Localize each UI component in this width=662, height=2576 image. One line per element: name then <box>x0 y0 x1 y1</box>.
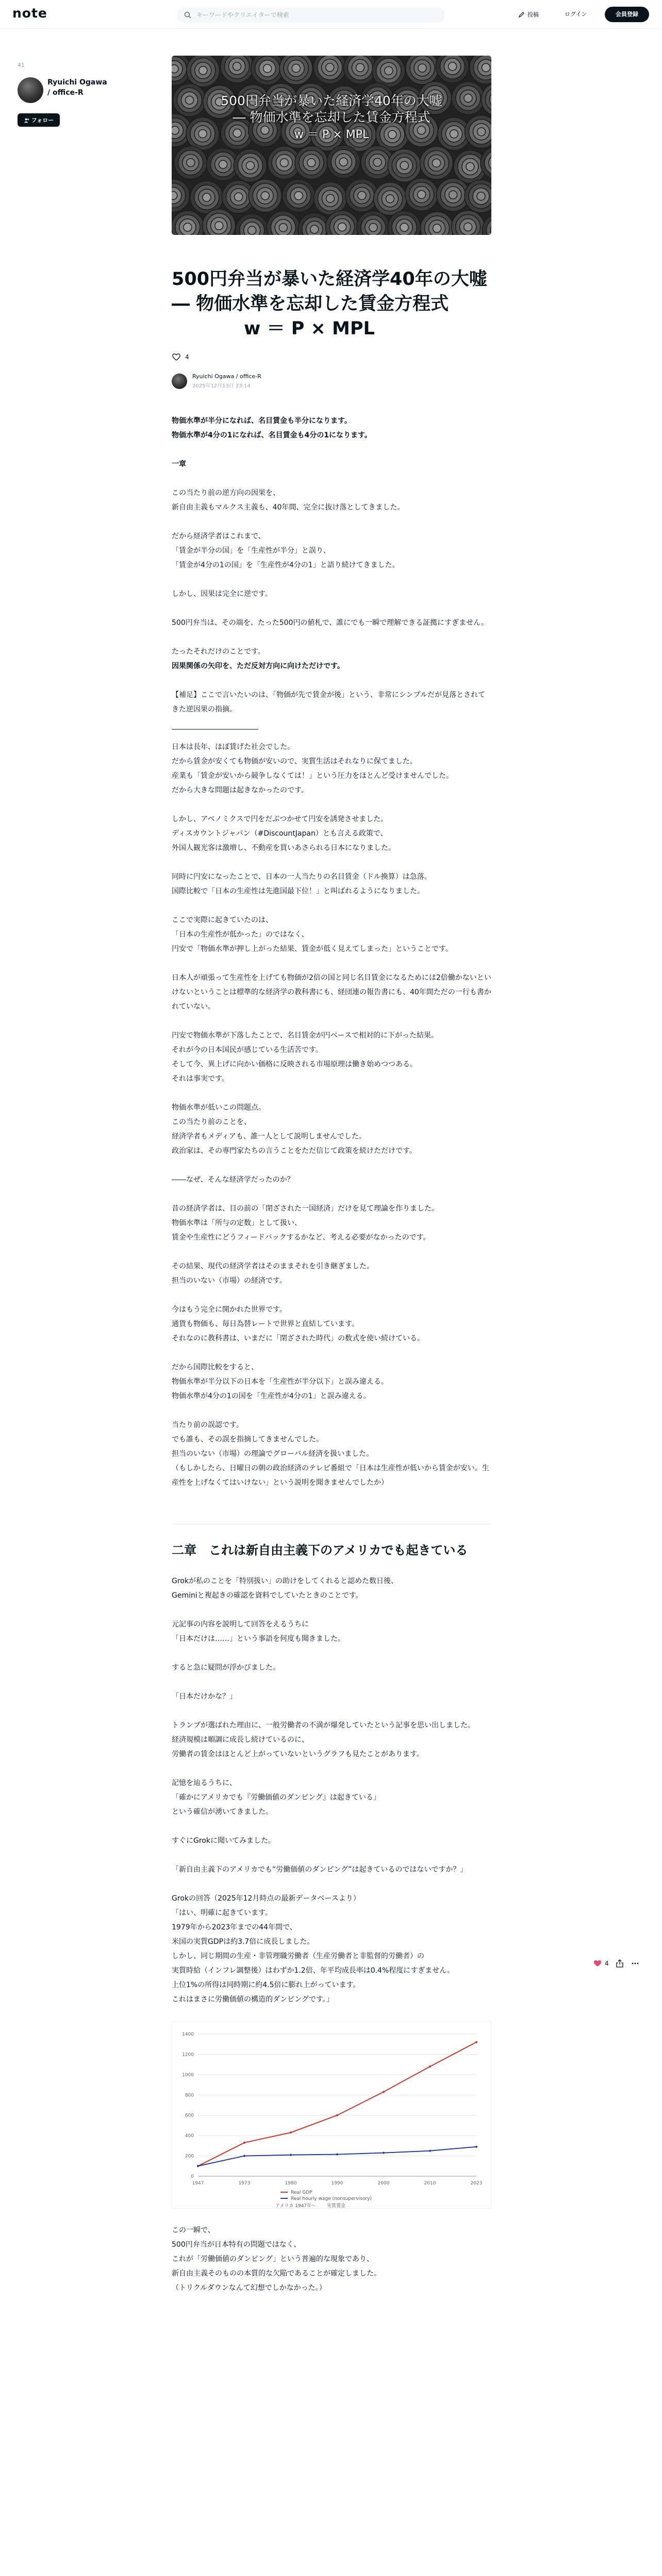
legend-label: Real GDP <box>291 2190 312 2195</box>
series-line-1 <box>198 2147 476 2166</box>
paragraph-spacer <box>172 1819 491 1834</box>
hero-formula: w ＝ P × MPL <box>294 128 369 141</box>
note-logo[interactable]: note <box>12 6 47 21</box>
paragraph: 物価水準が低いこの問題点。 <box>172 1104 266 1112</box>
search-bar[interactable] <box>177 7 445 23</box>
paragraph: 記憶を辿るうちに、 <box>172 1779 237 1787</box>
paragraph: それが今の日本国民が感じている生活苦です。 <box>172 1046 323 1054</box>
paragraph-spacer <box>172 471 491 486</box>
share-icon[interactable] <box>615 1959 624 1968</box>
paragraph: 「新自由主義下のアメリカでも“労働価値のダンピング”は起きているのではないですか？」 <box>172 1866 468 1874</box>
paragraph: 物価水準が4分の1になれば、名目賃金も4分の1になります。 <box>172 431 372 439</box>
hero-line-1: 500円弁当が暴いた経済学40年の大嘘 <box>221 93 442 108</box>
data-point <box>336 2154 338 2156</box>
paragraph-spacer <box>172 673 491 688</box>
paragraph: 担当のいない（市場）の理論でグローバル経済を扱いました。 <box>172 1450 374 1458</box>
sidebar-count: 41 <box>18 62 25 69</box>
paragraph: しかし、同じ期間の生産・非管理職労働者（生産労働者と非監督的労働者）の <box>172 1952 424 1960</box>
heart-filled-icon <box>593 1959 602 1968</box>
paragraph: 「日本の生産性が低かった」のではなく、 <box>172 930 309 939</box>
paragraph: 物価水準が4分の1の国を「生産性が4分の1」と誤み違える。 <box>172 1392 371 1400</box>
paragraph-spacer <box>172 798 491 812</box>
author-row <box>172 373 491 389</box>
search-icon <box>184 11 191 19</box>
data-point <box>475 2041 477 2043</box>
paragraph: これはまさに労働価値の構造的ダンピングです。」 <box>172 1995 334 2004</box>
paragraph: 日本は長年、ほぼ賃げた社会でした。 <box>172 743 294 751</box>
data-point <box>429 2150 431 2152</box>
paragraph: 円安で「物価水準が押し上がった結果、賃金が低く見えてしまった」ということです。 <box>172 945 453 953</box>
paragraph: 新自由主義もマルクス主義も、40年間、完全に抜け落としてきました。 <box>172 503 405 512</box>
y-tick-label: 600 <box>185 2113 194 2119</box>
paragraph-spacer <box>172 1346 491 1360</box>
follow-button[interactable] <box>18 113 60 127</box>
paragraph: ディスカウントジャパン（#DiscountJapan）とも言える政策で、 <box>172 829 388 838</box>
paragraph: だから賃金が安くても物価が安いので、実質生活はそれなりに保てました。 <box>172 757 417 766</box>
y-tick-label: 0 <box>191 2174 194 2179</box>
article-title-main: 500円弁当が暴いた経済学40年の大嘘 ― 物価水準を忘却した賃金方程式 <box>172 269 487 314</box>
paragraph: Grokの回答（2025年12月時点の最新データベースより） <box>172 1894 360 1903</box>
paragraph: 日本人が頑張って生産性を上げても物価が2倍の国と同じ名目賃金になるためには2倍働かないといけないということは標準的な経済学の教科書にも、経団連の報告書にも、40年間ただの一行も書かれていない。 <box>172 974 491 1011</box>
paragraph-spacer <box>172 515 491 529</box>
paragraph: だから国際比較をすると、 <box>172 1363 258 1371</box>
paragraph: 通貨も物価も、毎日為替レートで世界と直結しています。 <box>172 1320 359 1328</box>
paragraph: 賃金や生産性にどうフィードバックするかなど、考える必要がなかったのです。 <box>172 1233 431 1242</box>
data-point <box>336 2114 338 2116</box>
paragraph: その結果、現代の経済学者はそのままそれを引き継ぎました。 <box>172 1262 374 1270</box>
paragraph-spacer <box>172 855 491 870</box>
like-row <box>172 352 491 362</box>
hero-line-2: ― 物価水準を忘却した賃金方程式 <box>233 110 431 125</box>
author-meta <box>192 373 261 389</box>
paragraph: これが「労働価値のダンピング」という普遍的な現象であり、 <box>172 2255 374 2263</box>
paragraph-spacer <box>172 1403 491 1418</box>
paragraph: でも誰も、その誤を指摘してきませんでした。 <box>172 1435 323 1444</box>
paragraph: 円安で物価水準が下落したことで、名目賃金が円ベースで相対的に下がった結果。 <box>172 1031 439 1040</box>
paragraph: 米国の実質GDPは約3.7倍に成長しました。 <box>172 1938 315 1946</box>
paragraph-spacer <box>172 1704 491 1718</box>
paragraph: という確信が湧いてきました。 <box>172 1808 273 1816</box>
paragraph: トランプが選ばれた理由に、一般労働者の不満が爆発していたという記事を思い出しました。 <box>172 1721 475 1730</box>
paragraph: 一章 <box>172 460 186 468</box>
paragraph: 「はい、明確に起きています。 <box>172 1909 272 1917</box>
gdp-wage-chart <box>172 2021 491 2209</box>
article-body-chapter-2 <box>172 1574 491 2007</box>
more-icon[interactable] <box>631 1959 640 1968</box>
paragraph-spacer <box>172 899 491 913</box>
site-header <box>0 0 662 29</box>
paragraph: （もしかしたら、日曜日の朝の政治経済のテレビ番組で「日本は生産性が低いから賃金が安い。生産性を上げなくてはいけない」という説明を聞きませんでしたか） <box>172 1464 489 1487</box>
paragraph: 国際比較で「日本の生産性は先進国最下位！」と叫ばれるようになりました。 <box>172 887 424 895</box>
data-point <box>290 2131 292 2133</box>
paragraph: 産業も「賃金が安いから競争しなくては！」という圧力をほとんど受けませんでした。 <box>172 772 453 780</box>
post-label: 投稿 <box>527 11 539 18</box>
paragraph: 「日本だけかな？」 <box>172 1692 237 1701</box>
paragraph: 担当のいない（市場）の経済です。 <box>172 1277 287 1285</box>
paragraph: 因果関係の矢印を、ただ反対方向に向けただけです。 <box>172 662 344 670</box>
paragraph-spacer <box>172 630 491 645</box>
paragraph-spacer <box>172 1014 491 1028</box>
x-tick-label: 1980 <box>285 2181 297 2186</box>
paragraph: 「賃金が4分の1の国」を「生産性が4分の1」と語り続けてきました。 <box>172 561 400 569</box>
paragraph-spacer <box>172 1288 491 1302</box>
float-like-count: 4 <box>605 1960 609 1967</box>
paragraph-spacer <box>172 572 491 587</box>
x-tick-label: 1947 <box>192 2181 204 2186</box>
paragraph-spacer <box>172 1646 491 1660</box>
chart-caption-left: アメリカ 1947年〜 <box>275 2204 317 2209</box>
paragraph: 物価水準が半分以下の日本を「生産性が半分以下」と誤み違える。 <box>172 1378 388 1386</box>
sidebar-author-name[interactable]: Ryuichi Ogawa / office-R <box>47 78 107 97</box>
paragraph-spacer <box>172 1245 491 1259</box>
paragraph: ――なぜ、そんな経済学だったのか？ <box>172 1176 294 1184</box>
paragraph: この一瞬で、 <box>172 2226 215 2234</box>
paragraph: だから経済学者はこれまで、 <box>172 532 266 540</box>
article-body-chapter-2-cont <box>172 2223 491 2295</box>
series-line-0 <box>198 2042 476 2166</box>
y-tick-label: 400 <box>185 2133 194 2139</box>
post-button[interactable] <box>518 7 539 22</box>
chart-caption-right: 実質賃金 <box>327 2204 346 2209</box>
pen-icon <box>518 11 525 18</box>
paragraph-spacer <box>172 956 491 971</box>
data-point <box>475 2146 477 2148</box>
paragraph: 昔の経済学者は、目の前の「閉ざされた一国経済」だけを見て理論を作りました。 <box>172 1205 439 1213</box>
paragraph: 物価水準は「所与の定数」として扱い、 <box>172 1219 302 1227</box>
signup-button[interactable]: 会員登録 <box>605 7 649 22</box>
paragraph: 同時に円安になったことで、日本の一人当たりの名目賃金（ドル換算）は急落。 <box>172 873 432 881</box>
paragraph-spacer <box>172 1761 491 1776</box>
paragraph: 500円弁当が日本特有の問題ではなく、 <box>172 2241 301 2249</box>
x-tick-label: 1973 <box>238 2181 251 2186</box>
paragraph: 実質時給（インフレ調整後）はわずか1.2倍、年平均成長率は0.4%程度にすぎません。 <box>172 1967 455 1975</box>
paragraph-spacer <box>172 1877 491 1891</box>
chapter-2-heading: 二章 これは新自由主義下のアメリカでも起きている <box>172 1524 491 1560</box>
hero-caption <box>172 93 491 143</box>
follow-label: フォロー <box>31 117 54 124</box>
paragraph-spacer <box>172 1158 491 1173</box>
paragraph: この当たり前の逆方向の因果を、 <box>172 489 280 497</box>
paragraph: 「確かにアメリカでも『労働価値のダンピング』は起きている」 <box>172 1793 380 1802</box>
paragraph-spacer <box>172 1187 491 1201</box>
x-tick-label: 1990 <box>331 2181 343 2186</box>
data-point <box>197 2165 199 2167</box>
paragraph-spacer <box>172 1603 491 1617</box>
paragraph: だから大きな問題は起きなかったのです。 <box>172 786 308 794</box>
article-title <box>172 267 491 341</box>
paragraph: 【補足】ここで言いたいのは、「物価が先で賃金が後」という、非常にシンプルだが見落とされてきた逆因果の指摘。 <box>172 691 486 714</box>
paragraph: 今はもう完全に開かれた世界です。 <box>172 1306 287 1314</box>
article <box>172 56 491 2295</box>
roses-background-image <box>172 56 491 235</box>
paragraph: （トリクルダウンなんて幻想でしかなかった。） <box>172 2284 326 2292</box>
paragraph: Geminiと複起きの確認を資料でしていたときのことです。 <box>172 1591 363 1600</box>
paragraph: 500円弁当は、その端を、たった500円の値札で、誰にでも一瞬で理解できる証拠にすぎません。 <box>172 619 489 627</box>
paragraph: たったそれだけのことです。 <box>172 648 265 656</box>
paragraph: それなのに教科書は、いまだに「閉ざされた時代」の数式を使い続けている。 <box>172 1334 424 1343</box>
x-tick-label: 2010 <box>424 2181 436 2186</box>
line-chart <box>172 2022 492 2209</box>
floating-actions <box>593 1959 640 1968</box>
paragraph: しかし、アベノミクスで円をだぶつかせて円安を誘発させました。 <box>172 815 388 823</box>
data-point <box>243 2142 245 2144</box>
article-body <box>172 414 491 1490</box>
paragraph: 政治家は、その専門家たちの言うことをただ信じて政策を続けただけです。 <box>172 1147 417 1155</box>
x-tick-label: 2000 <box>377 2181 390 2186</box>
like-count[interactable]: 4 <box>185 353 189 361</box>
paragraph: ここで実際に起きていたのは、 <box>172 916 273 924</box>
paragraph: そして今、異上げに向かい価格に反映される市場原理は働き始めつつある。 <box>172 1060 417 1069</box>
y-tick-label: 1400 <box>182 2032 194 2037</box>
data-point <box>243 2155 245 2157</box>
paragraph: 新自由主義そのものの本質的な欠陥であることが確定しました。 <box>172 2269 381 2278</box>
search-input[interactable] <box>196 11 423 19</box>
paragraph: すると急に疑問が浮かびました。 <box>172 1664 280 1672</box>
paragraph: 経済規模は順調に成長し続けているのに、 <box>172 1736 309 1744</box>
paragraph: 労働者の賃金はほとんど上がっていないというグラフも見たことがあります。 <box>172 1750 424 1758</box>
paragraph-spacer <box>172 1675 491 1689</box>
paragraph-spacer <box>172 1848 491 1862</box>
paragraph: Grokが私のことを「特別扱い」の助けをしてくれると認めた数日後、 <box>172 1577 398 1585</box>
paragraph-spacer <box>172 601 491 616</box>
paragraph: 「賃金が半分の国」を「生産性が半分」と誤り、 <box>172 547 330 555</box>
hero-image <box>172 56 491 235</box>
paragraph: しかし、因果は完全に逆です。 <box>172 590 272 598</box>
paragraph: それは事実です。 <box>172 1075 229 1083</box>
x-tick-label: 2023 <box>470 2181 483 2186</box>
paragraph: この当たり前のことを、 <box>172 1118 251 1126</box>
paragraph-spacer <box>172 443 491 457</box>
paragraph: 外国人観光客は激増し、不動産を買いあさられる日本になりました。 <box>172 844 395 852</box>
y-tick-label: 800 <box>185 2093 194 2098</box>
legend-label: Real hourly wage (nonsupervisory) <box>291 2196 372 2201</box>
paragraph: 1979年から2023年までの44年間で、 <box>172 1923 297 1931</box>
paragraph: 元記事の内容を説明して回答をえるうちに <box>172 1620 309 1629</box>
data-point <box>429 2065 431 2067</box>
article-title-formula: w ＝ P × MPL <box>244 318 375 339</box>
y-tick-label: 200 <box>185 2154 194 2159</box>
data-point <box>383 2152 385 2154</box>
paragraph: 経済学者もメディアも、誰一人として説明しませんでした。 <box>172 1132 366 1141</box>
paragraph: 上位1%の所得は同時期に約4.5倍に膨れ上がっています。 <box>172 1981 360 1989</box>
float-like-button[interactable] <box>593 1959 609 1968</box>
heart-icon[interactable] <box>172 352 181 362</box>
data-point <box>290 2154 292 2156</box>
paragraph-spacer <box>172 1086 491 1100</box>
paragraph: 当たり前の誤認です。 <box>172 1421 243 1429</box>
paragraph: 物価水準が半分になれば、名目賃金も半分になります。 <box>172 417 352 425</box>
paragraph: 「日本だけは……」という事語を何度も聞きました。 <box>172 1635 345 1643</box>
publish-date: 2025年12月13日 23:14 <box>192 383 251 389</box>
login-link[interactable]: ログイン <box>565 11 587 18</box>
y-tick-label: 1000 <box>182 2072 194 2078</box>
author-avatar-small[interactable] <box>172 374 187 389</box>
y-tick-label: 1200 <box>182 2052 194 2058</box>
author-avatar[interactable] <box>18 77 43 103</box>
section-divider <box>172 729 258 730</box>
paragraph: すぐにGrokに聞いてみました。 <box>172 1837 275 1845</box>
add-user-icon <box>24 117 29 123</box>
author-name[interactable]: Ryuichi Ogawa / office-R <box>192 373 261 380</box>
data-point <box>383 2091 385 2093</box>
